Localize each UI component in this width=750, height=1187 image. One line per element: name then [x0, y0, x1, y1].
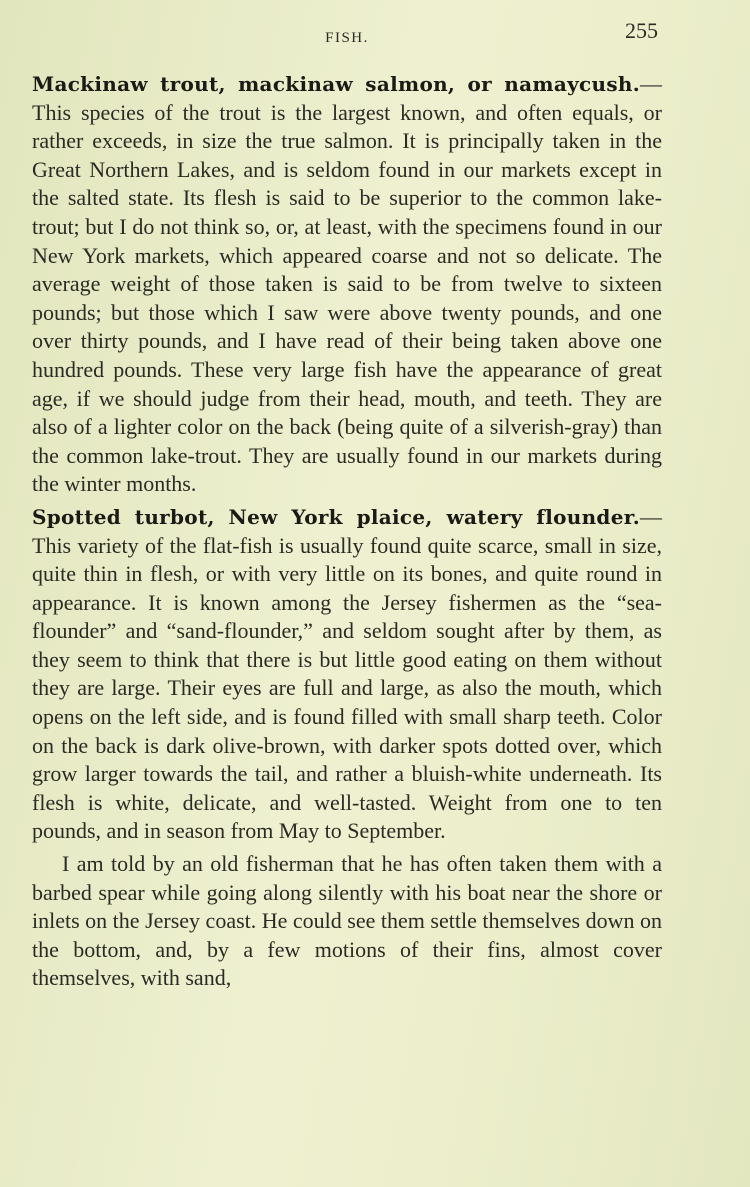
running-head [32, 14, 662, 70]
page-number: 255 [625, 18, 658, 43]
book-page [32, 14, 662, 1164]
entry-mackinaw-trout [32, 70, 662, 499]
entry-term: Mackinaw trout, mackinaw salmon, or namaycush. [32, 72, 640, 96]
entry-spotted-turbot [32, 503, 662, 846]
entry-text: —This species of the trout is the largest known, and often equals, or rather exceeds, in size the true salmon. It is principally taken in the Great Northern Lakes, and is seldom found in our markets except in the salted state. Its flesh is said to be superior to the common lake-trout; but I do not think so, or, at least, with the specimens found in our New York markets, which appeared coarse and not so delicate. The average weight of those taken is said to be from twelve to sixteen pounds; but those which I saw were above twenty pounds, and one over thirty pounds, and I have read of their being taken above one hundred pounds. These very large fish have the appearance of great age, if we should judge from their head, mouth, and teeth. They are also of a lighter color on the back (being quite of a silverish-gray) than the common lake-trout. They are usually found in our markets during the winter months. [32, 71, 662, 497]
running-title: FISH. [325, 30, 369, 46]
entry-term: Spotted turbot, New York plaice, watery flounder. [32, 504, 640, 529]
entry-text: —This variety of the flat-fish is usually found quite scarce, small in size, quite thin in flesh, or with very little on its bones, and quite round in appearance. It is known among the Jersey fishermen as the “sea-flounder” and “sand-flounder,” and seldom sought after by them, as they seem to think that there is but little good eating on them without they are large. Their eyes are full and large, as also the mouth, which opens on the left side, and is found filled with small sharp teeth. Color on the back is dark olive-brown, with darker spots dotted over, which grow larger towards the tail, and rather a bluish-white underneath. Its flesh is white, delicate, and well-tasted. Weight from one to ten pounds, and in season from May to September. [32, 503, 662, 844]
closing-paragraph: I am told by an old fisherman that he has often taken them with a barbed spear while going along silently with his boat near the shore or inlets on the Jersey coast. He could see them settle themselves down on the bottom, and, by a few motions of their fins, almost cover themselves, with sand, [32, 851, 662, 991]
